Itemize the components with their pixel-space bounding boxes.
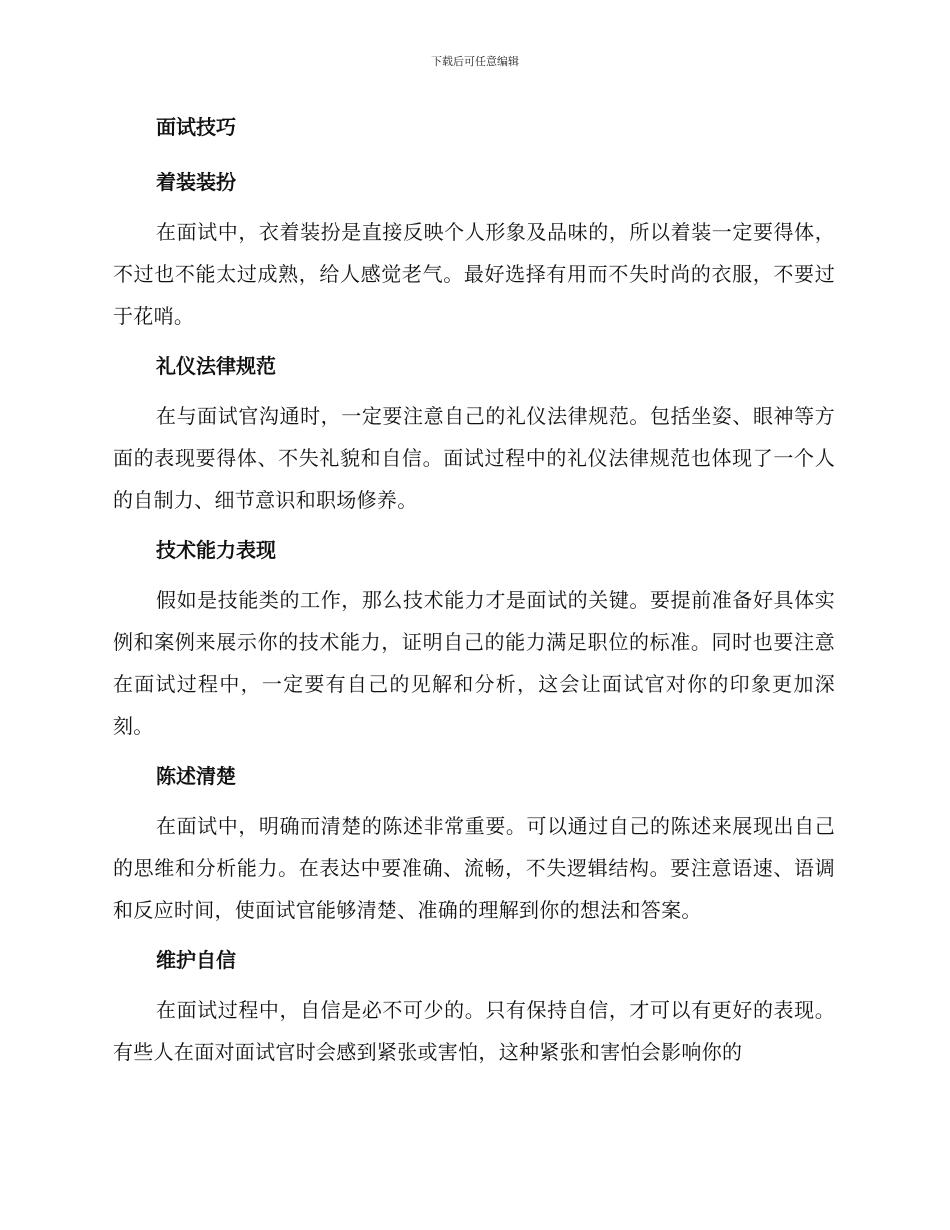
section-paragraph-attire: 在面试中，衣着装扮是直接反映个人形象及品味的，所以着装一定要得体，不过也不能太过成熟，给人感觉老气。最好选择有用而不失时尚的衣服，不要过于花哨。 — [113, 220, 835, 328]
section-paragraph-technical: 假如是技能类的工作，那么技术能力才是面试的关键。要提前准备好具体实例和案例来展示你的技术能力，证明自己的能力满足职位的标准。同时也要注意在面试过程中，一定要有自己的见解和分析，这会让面试官对你的印象更加深刻。 — [113, 588, 835, 738]
section-paragraph-etiquette: 在与面试官沟通时，一定要注意自己的礼仪法律规范。包括坐姿、眼神等方面的表现要得体、不失礼貌和自信。面试过程中的礼仪法律规范也体现了一个人的自制力、细节意识和职场修养。 — [113, 404, 835, 512]
section-heading-confidence: 维护自信 — [156, 948, 236, 972]
page-header: 下载后可任意编辑 — [431, 55, 519, 68]
section-heading-clarity: 陈述清楚 — [156, 764, 236, 788]
document-title: 面试技巧 — [156, 115, 236, 139]
document-body — [113, 112, 835, 1073]
section-heading-etiquette: 礼仪法律规范 — [156, 354, 276, 378]
section-paragraph-confidence: 在面试过程中，自信是必不可少的。只有保持自信，才可以有更好的表现。有些人在面对面试官时会感到紧张或害怕，这种紧张和害怕会影响你的 — [113, 998, 835, 1064]
section-paragraph-clarity: 在面试中，明确而清楚的陈述非常重要。可以通过自己的陈述来展现出自己的思维和分析能力。在表达中要准确、流畅，不失逻辑结构。要注意语速、语调和反应时间，使面试官能够清楚、准确的理解到你的想法和答案。 — [113, 814, 835, 922]
section-heading-technical: 技术能力表现 — [156, 538, 276, 562]
section-heading-attire: 着装装扮 — [156, 170, 236, 194]
